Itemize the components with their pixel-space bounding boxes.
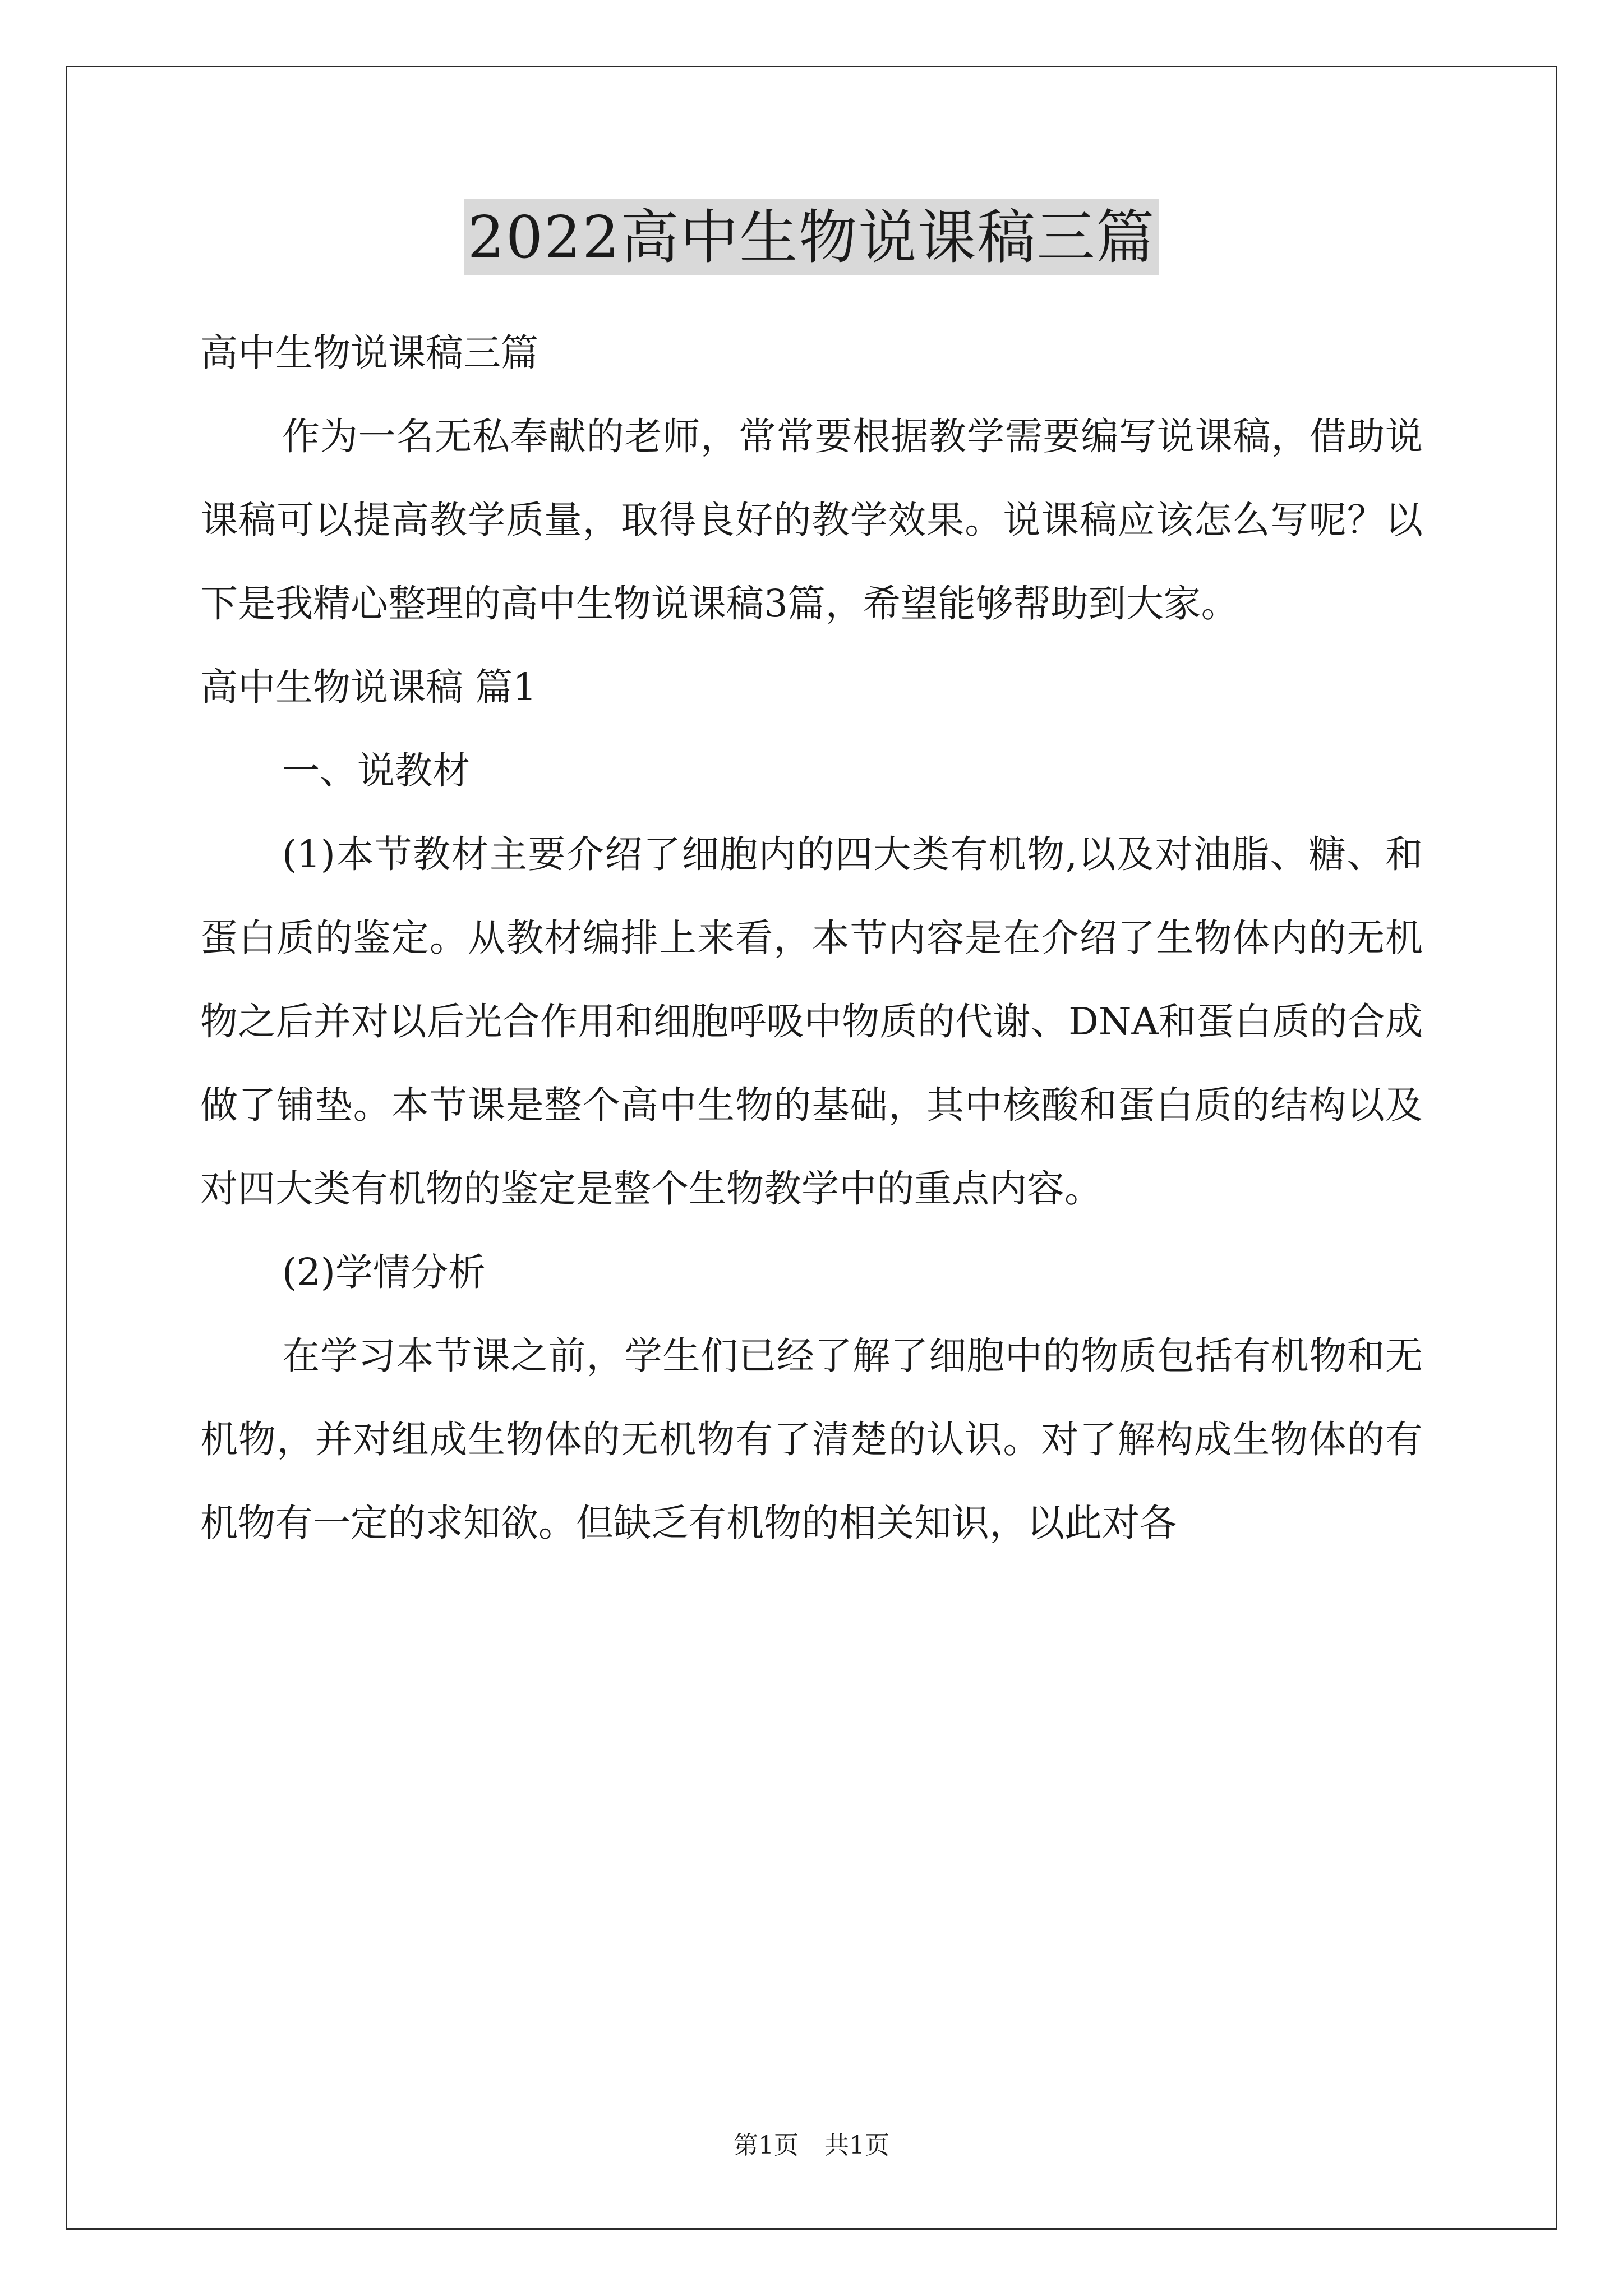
page-footer — [0, 2129, 1623, 2162]
intro-paragraph: 作为一名无私奉献的老师，常常要根据教学需要编写说课稿，借助说课稿可以提高教学质量，取得良好的教学效果。说课稿应该怎么写呢？以下是我精心整理的高中生物说课稿3篇，希望能够帮助到大家。 — [200, 415, 1423, 625]
section-heading: 高中生物说课稿三篇 — [200, 331, 538, 375]
textbook-paragraph: (1)本节教材主要介绍了细胞内的四大类有机物,以及对油脂、糖、和蛋白质的鉴定。从教材编排上来看，本节内容是在介绍了生物体内的无机物之后并对以后光合作用和细胞呼吸中物质的代谢、DNA和蛋白质的合成做了铺垫。本节课是整个高中生物的基础，其中核酸和蛋白质的结构以及对四大类有机物的鉴定是整个生物教学中的重点内容。 — [200, 832, 1423, 1211]
document-body — [200, 311, 1423, 1565]
subheading-textbook: 一、说教材 — [282, 749, 470, 793]
article-heading: 高中生物说课稿 篇1 — [200, 665, 537, 709]
total-pages: 共1页 — [824, 2131, 889, 2160]
document-title: 2022高中生物说课稿三篇 — [464, 199, 1159, 275]
title-container — [0, 199, 1623, 275]
page-number: 第1页 — [734, 2131, 799, 2160]
subheading-student-analysis: (2)学情分析 — [282, 1250, 486, 1294]
student-analysis-paragraph: 在学习本节课之前，学生们已经了解了细胞中的物质包括有机物和无机物，并对组成生物体的无机物有了清楚的认识。对了解构成生物体的有机物有一定的求知欲。但缺乏有机物的相关知识，以此对各 — [200, 1334, 1423, 1545]
